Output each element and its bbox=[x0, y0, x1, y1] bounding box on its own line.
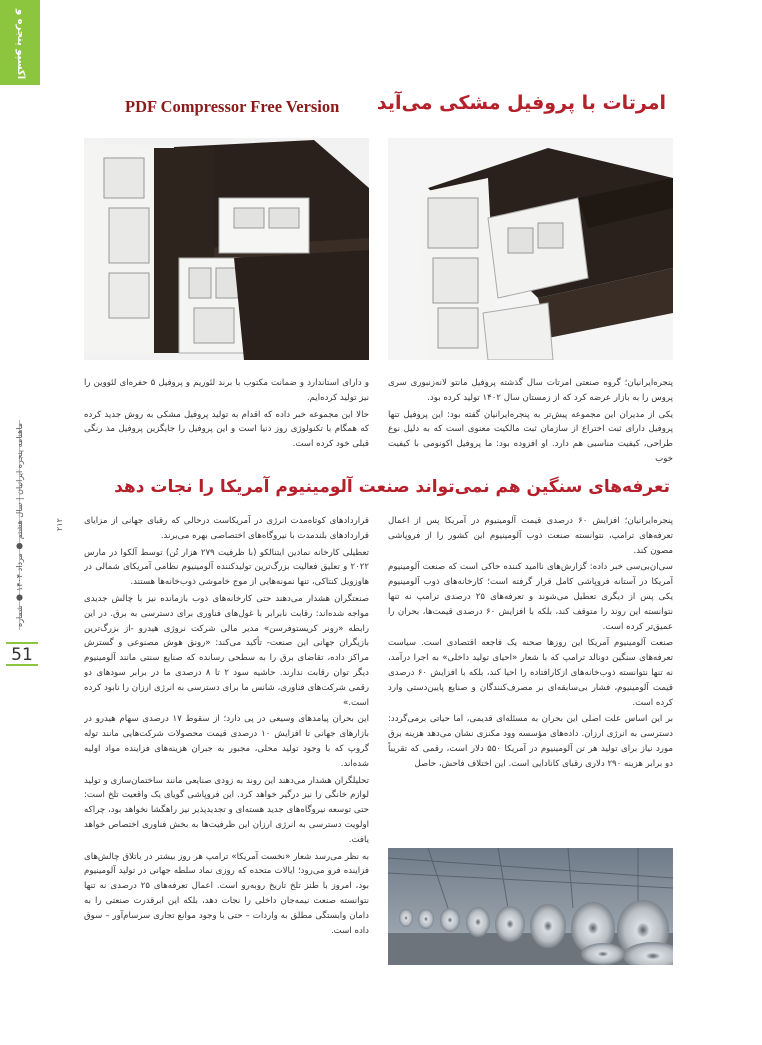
article1-column-right bbox=[388, 376, 673, 468]
page-number: 51 bbox=[6, 642, 38, 666]
watermark-text: PDF Compressor Free Version bbox=[125, 97, 340, 116]
article1-column-left bbox=[84, 376, 369, 468]
paragraph: این بحران پیامدهای وسیعی در پی دارد؛ از سقوط ۱۷ درصدی سهام هیدرو در بازارهای جهانی تا افزایش ۱۰ درصدی قیمت محصولات شرکت‌هایی مانند توله گروپ که با وجود تولید محلی، مجبور به جبران هزینه‌های فزاینده مواد اولیه شده‌اند. bbox=[84, 714, 369, 769]
paragraph: سی‌ان‌بی‌سی خبر داده: گزارش‌های ناامید کننده حاکی است که صنعت آلومینیوم آمریکا در آستانه فروپاشی کامل قرار گرفته است؛ کارخانه‌های ذوب آلومینیوم یکی پس از دیگری تعطیل می‌شوند و تعرفه‌های ۲۵ درصدی ترامپ نه تنها نتوانسته این روند را متوقف کند، بلکه با افزایش ۶۰ درصدی قیمت‌ها، بحران را عمیق‌تر کرده است. bbox=[388, 562, 673, 632]
article2-column-left bbox=[84, 514, 369, 964]
paragraph: حالا این مجموعه خبر داده که اقدام به تولید پروفیل مشکی به روش جدید کرده که همگام با تکنولوژی روز دنیا است و این پروفیل را جایگزین پروفیل مذ رنگی قبلی خود کرده است. bbox=[84, 409, 369, 450]
aluminium-coils-photo bbox=[388, 848, 673, 965]
section-tab-label: اکسپو پنجره و bbox=[15, 8, 26, 80]
paragraph: صنعت آلومینیوم آمریکا این روزها صحنه یک فاجعه اقتصادی است. سیاست تعرفه‌های سنگین دونالد ترامپ که با شعار «احیای تولید داخلی» به اجرا درآمد، نه تنها نتوانسته ذوب‌خانه‌های ازکارافتاده را احیا کند، بلکه با افزایش ۶۰ درصدی قیمت آلومینیوم، فشار بی‌سابقه‌ای بر مصرف‌کنندگان و صنایع پایین‌دستی وارد کرده است. bbox=[388, 638, 673, 708]
issue-info: ماهنامه پنجره ایرانیان | سال هشتم ● مرداد ۱۴۰۴ ● شماره ۲۱۲ bbox=[15, 422, 64, 628]
window-profile-photo-right bbox=[388, 138, 673, 360]
paragraph: پنجره‌ایرانیان؛ گروه صنعتی امرتات سال گذشته پروفیل مانتو لانه‌زنبوری سری پروس را به بازار عرضه کرد که از زمستان سال ۱۴۰۲ تولید کرده بود. bbox=[388, 378, 673, 403]
paragraph: قراردادهای کوتاه‌مدت انرژی در آمریکاست درحالی که رقبای جهانی از مزایای قراردادهای بلندمدت با نیروگاه‌های اختصاصی بهره می‌برند. bbox=[84, 516, 369, 541]
paragraph: یکی از مدیران این مجموعه پیش‌تر به پنجره‌ایرانیان گفته بود: این پروفیل تنها پروفیل دارای ثبت اختراع از سازمان ثبت مالکیت معنوی است که به دلیل نوع طراحی، کیفیت مناسبی هم دارد. او افزوده بود: ما پروفیل اکونومی با کیفیت خوب bbox=[388, 409, 673, 464]
article1-title: امرتات با پروفیل مشکی می‌آید bbox=[376, 92, 666, 114]
section-tab bbox=[0, 0, 40, 85]
paragraph: پنجره‌ایرانیان؛ افزایش ۶۰ درصدی قیمت آلومینیوم در آمریکا پس از اعمال تعرفه‌های ترامپ، نتوانسته صنعت ذوب آلومینیوم این کشور را از فروپاشی مصون کند. bbox=[388, 516, 673, 556]
paragraph: تعطیلی کارخانه نمادین ایتنالکو (با ظرفیت ۲۷۹ هزار تُن) توسط آلکوا در مارس ۲۰۲۲ و تعلیق فعالیت بزرگ‌ترین تولیدکننده آلومینیوم نظامی آمریکای شمالی در هاوزویل کنتاکی، تنها نمونه‌هایی از موج خاموشی ذوب‌خانه‌ها هستند. bbox=[84, 547, 369, 588]
paragraph: و دارای استاندارد و ضمانت مکتوب با برند لئوریم و پروفیل ۵ حفره‌ای لئووین را نیز تولید کرده‌ایم. bbox=[84, 378, 369, 403]
article2-title: تعرفه‌های سنگین هم نمی‌تواند صنعت آلومینیوم آمریکا را نجات دهد bbox=[114, 477, 670, 497]
window-profile-photo-left bbox=[84, 138, 369, 360]
paragraph: بر این اساس علت اصلی این بحران به مسئله‌ای قدیمی، اما حیاتی برمی‌گردد: دسترسی به انرژی ارزان. داده‌های مؤسسه وود مکنزی نشان می‌دهد هزینه برق مورد نیاز برای تولید هر تن آلومینیوم در آمریکا ۵۵۰ دلار است، رقمی که تقریباً دو برابر هزینه ۲۹۰ دلاری رقبای کانادایی است. این اختلاف فاحش، حاصل bbox=[388, 714, 673, 769]
paragraph: تحلیلگران هشدار می‌دهند این روند به زودی صنایعی مانند ساختمان‌سازی و تولید لوازم خانگی را نیز درگیر خواهد کرد. این فروپاشی گویای یک واقعیت تلخ است: حتی توسعه نیروگاه‌های جدید هسته‌ای و تجدیدپذیر نیز راهگشا نخواهد بود، چراکه اولویت دسترسی به انرژی ارزان این ظرفیت‌ها به بخش فناوری اختصاص خواهد یافت. bbox=[84, 775, 369, 845]
paragraph: صنعتگران هشدار می‌دهند حتی کارخانه‌های ذوب بازمانده نیز با چالش جدیدی مواجه شده‌اند: رقابت نابرابر با غول‌های فناوری برای دسترسی به برق. در این رابطه «رونر کریستوفرسن» مدیر مالی شرکت نروژی هیدرو -از بزرگ‌ترین بازیگران جهانی این صنعت- تأکید می‌کند: «رونق هوش مصنوعی و گسترش مراکز داده، تقاضای برق را به سطحی رسانده که صنایع سنتی مانند آلومینیوم دیگر توان رقابت ندارند. حاشیه سود ۲ تا ۸ درصدی ما در برابر سودهای دو رقمی شرکت‌های فناوری، شانس ما برای دسترسی به انرژی ارزان را نابود کرده است.» bbox=[84, 593, 369, 708]
article2-column-right bbox=[388, 514, 673, 839]
paragraph: به نظر می‌رسد شعار «نخست آمریکا» ترامپ هر روز بیشتر در باتلاق چالش‌های فزاینده فرو می‌رود؛ ایالات متحده که روزی نماد سلطه جهانی در تولید آلومینیوم بود، امروز با طنز تلخ تاریخ روبه‌رو است. اعمال تعرفه‌های ۲۵ درصدی نه تنها نتوانسته صنعت نیمه‌جان داخلی را نجات دهد، بلکه این ابرقدرت صنعتی را به دامان وابستگی مطلق به واردات – حتی با وجود موانع تجاری سرسام‌آور – سوق داده است. bbox=[84, 851, 369, 936]
